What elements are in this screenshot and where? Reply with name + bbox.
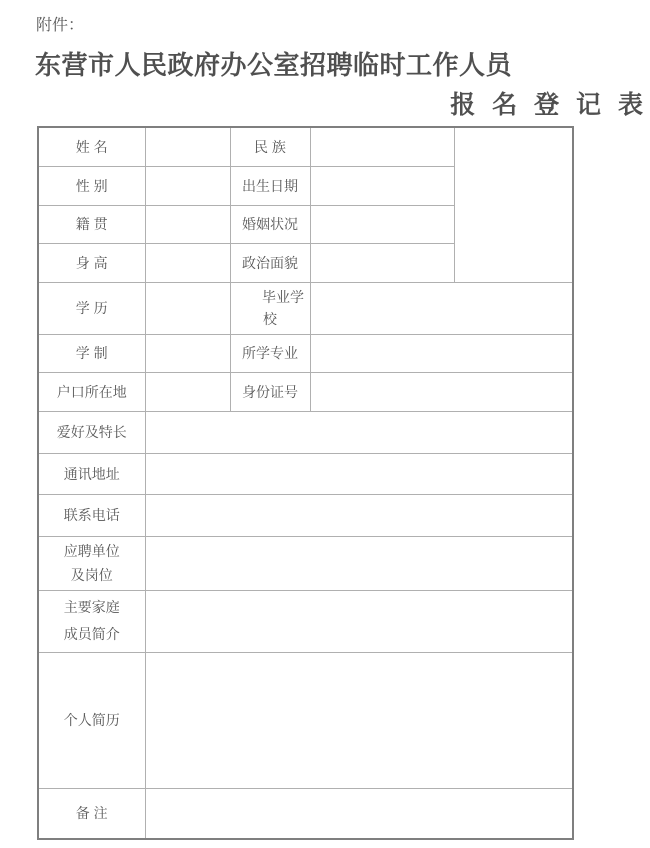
field-label-marital-status: 婚姻状况 xyxy=(230,205,310,243)
field-label-schooling-length: 学 制 xyxy=(38,334,145,372)
field-value-applied-unit-post xyxy=(145,536,573,590)
field-label-applied-unit-post-text: 应聘单位及岗位 xyxy=(63,543,120,583)
field-label-contact-phone: 联系电话 xyxy=(38,494,145,536)
field-label-education: 学 历 xyxy=(38,282,145,334)
field-value-native-place xyxy=(145,205,230,243)
field-value-political-status xyxy=(310,243,454,282)
field-label-political-status: 政治面貌 xyxy=(230,243,310,282)
field-value-education xyxy=(145,282,230,334)
table-row xyxy=(38,590,573,652)
field-value-graduate-school xyxy=(310,282,573,334)
field-label-name: 姓 名 xyxy=(38,127,145,166)
field-label-mailing-address: 通讯地址 xyxy=(38,453,145,494)
table-row xyxy=(38,127,573,166)
field-label-personal-resume: 个人简历 xyxy=(38,652,145,788)
field-value-family-members xyxy=(145,590,573,652)
photo-cell xyxy=(454,127,573,282)
table-row xyxy=(38,334,573,372)
field-label-ethnicity: 民 族 xyxy=(230,127,310,166)
field-label-hobbies: 爱好及特长 xyxy=(38,411,145,453)
field-value-schooling-length xyxy=(145,334,230,372)
field-value-major xyxy=(310,334,573,372)
field-label-major: 所学专业 xyxy=(230,334,310,372)
form-title: 报 名 登 记 表 xyxy=(450,91,648,119)
table-row xyxy=(38,453,573,494)
field-label-applied-unit-post xyxy=(38,536,145,590)
table-row xyxy=(38,494,573,536)
field-label-graduate-school: 毕业学校 xyxy=(230,282,310,334)
table-row xyxy=(38,411,573,453)
field-value-ethnicity xyxy=(310,127,454,166)
field-value-household-location xyxy=(145,372,230,411)
page-heading: 东营市人民政府办公室招聘临时工作人员 xyxy=(35,50,513,80)
field-label-household-location: 户口所在地 xyxy=(38,372,145,411)
field-value-personal-resume xyxy=(145,652,573,788)
field-value-hobbies xyxy=(145,411,573,453)
field-label-native-place: 籍 贯 xyxy=(38,205,145,243)
field-value-remarks xyxy=(145,788,573,839)
table-row xyxy=(38,372,573,411)
field-label-gender: 性 别 xyxy=(38,166,145,205)
table-row xyxy=(38,652,573,788)
attachment-label: 附件： xyxy=(36,17,85,34)
table-row xyxy=(38,282,573,334)
field-value-gender xyxy=(145,166,230,205)
field-value-contact-phone xyxy=(145,494,573,536)
field-label-height: 身 高 xyxy=(38,243,145,282)
field-value-name xyxy=(145,127,230,166)
field-value-mailing-address xyxy=(145,453,573,494)
table-row xyxy=(38,536,573,590)
field-label-birth-date: 出生日期 xyxy=(230,166,310,205)
field-label-family-members-text: 主要家庭成员简介 xyxy=(63,599,120,642)
field-value-birth-date xyxy=(310,166,454,205)
registration-table xyxy=(37,126,574,840)
field-label-remarks: 备 注 xyxy=(38,788,145,839)
table-row xyxy=(38,788,573,839)
field-value-marital-status xyxy=(310,205,454,243)
field-value-id-number xyxy=(310,372,573,411)
field-label-family-members xyxy=(38,590,145,652)
field-value-height xyxy=(145,243,230,282)
field-label-id-number: 身份证号 xyxy=(230,372,310,411)
